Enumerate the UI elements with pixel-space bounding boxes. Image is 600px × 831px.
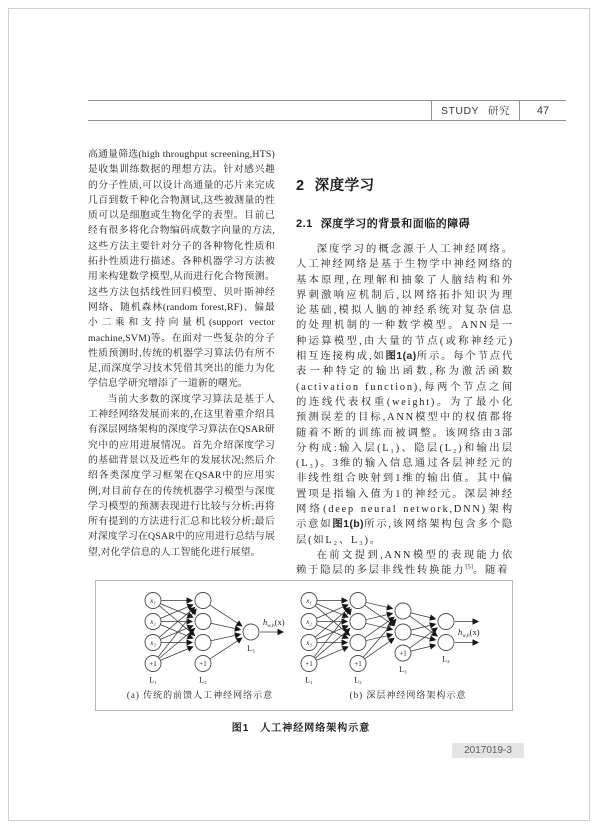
page-header xyxy=(88,100,566,121)
nn-node xyxy=(195,614,211,630)
network-a xyxy=(145,593,285,685)
header-study-zh: 研究 xyxy=(488,105,511,117)
subsection-heading xyxy=(296,215,514,231)
left-column xyxy=(88,147,275,560)
network-b xyxy=(301,593,480,685)
subsection-number: 2.1 xyxy=(296,218,313,230)
citation-reference: [5] xyxy=(465,563,473,571)
nn-layer-label: L₁ xyxy=(305,675,313,685)
nn-node xyxy=(350,593,366,609)
section-title: 深度学习 xyxy=(314,178,375,194)
nn-node xyxy=(243,624,259,640)
nn-node xyxy=(438,635,454,651)
figure-1b-reference: 图1(b) xyxy=(332,519,365,531)
nn-node-label: +1 xyxy=(354,660,362,668)
nn-layer-label: L₄ xyxy=(442,654,450,664)
document-number-badge: 2017019-3 xyxy=(452,743,524,758)
nn-layer-label: L₂ xyxy=(199,675,207,685)
section-number: 2 xyxy=(296,178,305,194)
nn-node xyxy=(195,635,211,651)
page-number: 47 xyxy=(519,101,566,120)
paragraph-ann-background xyxy=(296,242,514,548)
subfigure-a-caption: (a) 传统的前馈人工神经网络示意 xyxy=(126,690,274,700)
nn-node xyxy=(195,593,211,609)
nn-node-label: +1 xyxy=(305,660,313,668)
paragraph-review-outline: 当前大多数的深度学习算法是基于人工神经网络发展而来的,在这里着重介绍具有深层网络架构的深度学习算法在QSAR研究中的应用进展情况。首先介绍深度学习的基础背景以及近些年的发展状况;然后介绍各类深度学习框架在QSAR中的应用实例,对目前存在的传统机器学习模型与深度学习模型的预测表现进行比较与分析;再将所有提到的方法进行汇总和比较分析;最后对深度学习在QSAR中的应用进行总结与展望,对化学信息的人工智能化进行展望。 xyxy=(88,393,275,558)
nn-layer-label: L₂ xyxy=(354,675,362,685)
header-section-label xyxy=(431,101,519,120)
text-segment: 所示,该网络架构包含多个隐层(如L₂、L₃)。 xyxy=(296,519,515,546)
nn-node xyxy=(350,614,366,630)
header-spacer xyxy=(88,101,431,120)
nn-node-label: +1 xyxy=(149,660,157,668)
nn-node-label: x₃ xyxy=(150,639,156,647)
nn-layer-label: L₁ xyxy=(149,675,157,685)
nn-node-label: x₂ xyxy=(306,618,312,626)
nn-node xyxy=(438,614,454,630)
nn-output-label: $h_{w,b}(x)$ xyxy=(263,617,285,629)
subsection-title: 深度学习的背景和面临的障碍 xyxy=(320,218,471,230)
nn-node-label: +1 xyxy=(199,660,207,668)
section-heading xyxy=(296,174,514,195)
neural-network-diagram xyxy=(96,582,512,687)
subfigure-b-caption: (b) 深层神经网络架构示意 xyxy=(349,690,467,700)
nn-node-label: x₁ xyxy=(306,597,312,605)
nn-output-label: $h_{w,b}(x)$ xyxy=(458,627,480,639)
paragraph-ann-capability xyxy=(296,548,514,579)
subfigure-captions xyxy=(96,688,512,701)
nn-node xyxy=(395,603,411,619)
right-column xyxy=(296,147,514,579)
paragraph-hts-intro: 高通量筛选(high throughput screening,HTS)是收集训练数据的理想方法。针对感兴趣的分子性质,可以设计高通量的芯片来完成几百到数千种化合物测试,这些被测量的性质可以是细胞或生物化学的表型。目前已经有很多将化合物编码成数字向量的方法,这些方法主要针对分子的各种物化性质和拓扑性质进行描述。各种机器学习方法被用来构建数学模型,从而进行化合物预测。这些方法包括线性回归模型、贝叶斯神经网络、随机森林(random forest,RF)、偏最小二乘和支持向量机(support vector machine,SVM)等。在面对一些复杂的分子性质预测时,传统的机器学习算法仍有所不足,而深度学习技术凭借其突出的能力为化学信息学研究增添了一道新的曙光。 xyxy=(88,149,275,390)
nn-layer-label: L₃ xyxy=(399,665,407,674)
nn-node-label: +1 xyxy=(399,649,407,658)
nn-node xyxy=(350,635,366,651)
figure-1 xyxy=(95,580,513,711)
figure-1a-reference: 图1(a) xyxy=(385,351,417,363)
text-segment: 在前文提到,ANN模型的表现能力依赖于隐层的多层非线性转换能力 xyxy=(296,549,514,577)
header-study-en: STUDY xyxy=(440,104,480,117)
figure-1-caption: 图1 人工神经网络架构示意 xyxy=(231,723,371,734)
nn-node-label: x₁ xyxy=(150,597,156,605)
text-segment: 深度学习的概念源于人工神经网络。人工神经网络是基于生物学中神经网络的基本原理,在理解和抽象了人脑结构和外界刺激响应机制后,以网络拓扑知识为理论基础,模拟人脑的神经系统对复杂信息的处理机制的一种数学模型。ANN是一种运算模型,由大量的节点(或称神经元)相互连接构成,如 xyxy=(296,244,514,363)
text-segment: 所示。每个节点代表一种特定的输出函数,称为激活函数(activation function),每两个节点之间的连线代表权重(weight)。为了最小化预测误差的目标,ANN模型中的权值都将随着不断的训练而被调整。该网络由3部分构成:输入层(L₁)、隐层(L₂)和输出层(L₃)。3维的输入信息通过各层神经元的非线性组合映射到1维的输出值。其中偏置项是指输入值为1的神经元。深层神经网络(deep neural network,DNN)架构示意如 xyxy=(296,351,514,531)
nn-node-label: x₂ xyxy=(150,618,156,626)
nn-layer-label: L₃ xyxy=(247,644,255,653)
text-segment: 。随着 xyxy=(472,565,510,577)
nn-node-label: x₃ xyxy=(306,639,312,647)
nn-node xyxy=(395,624,411,640)
